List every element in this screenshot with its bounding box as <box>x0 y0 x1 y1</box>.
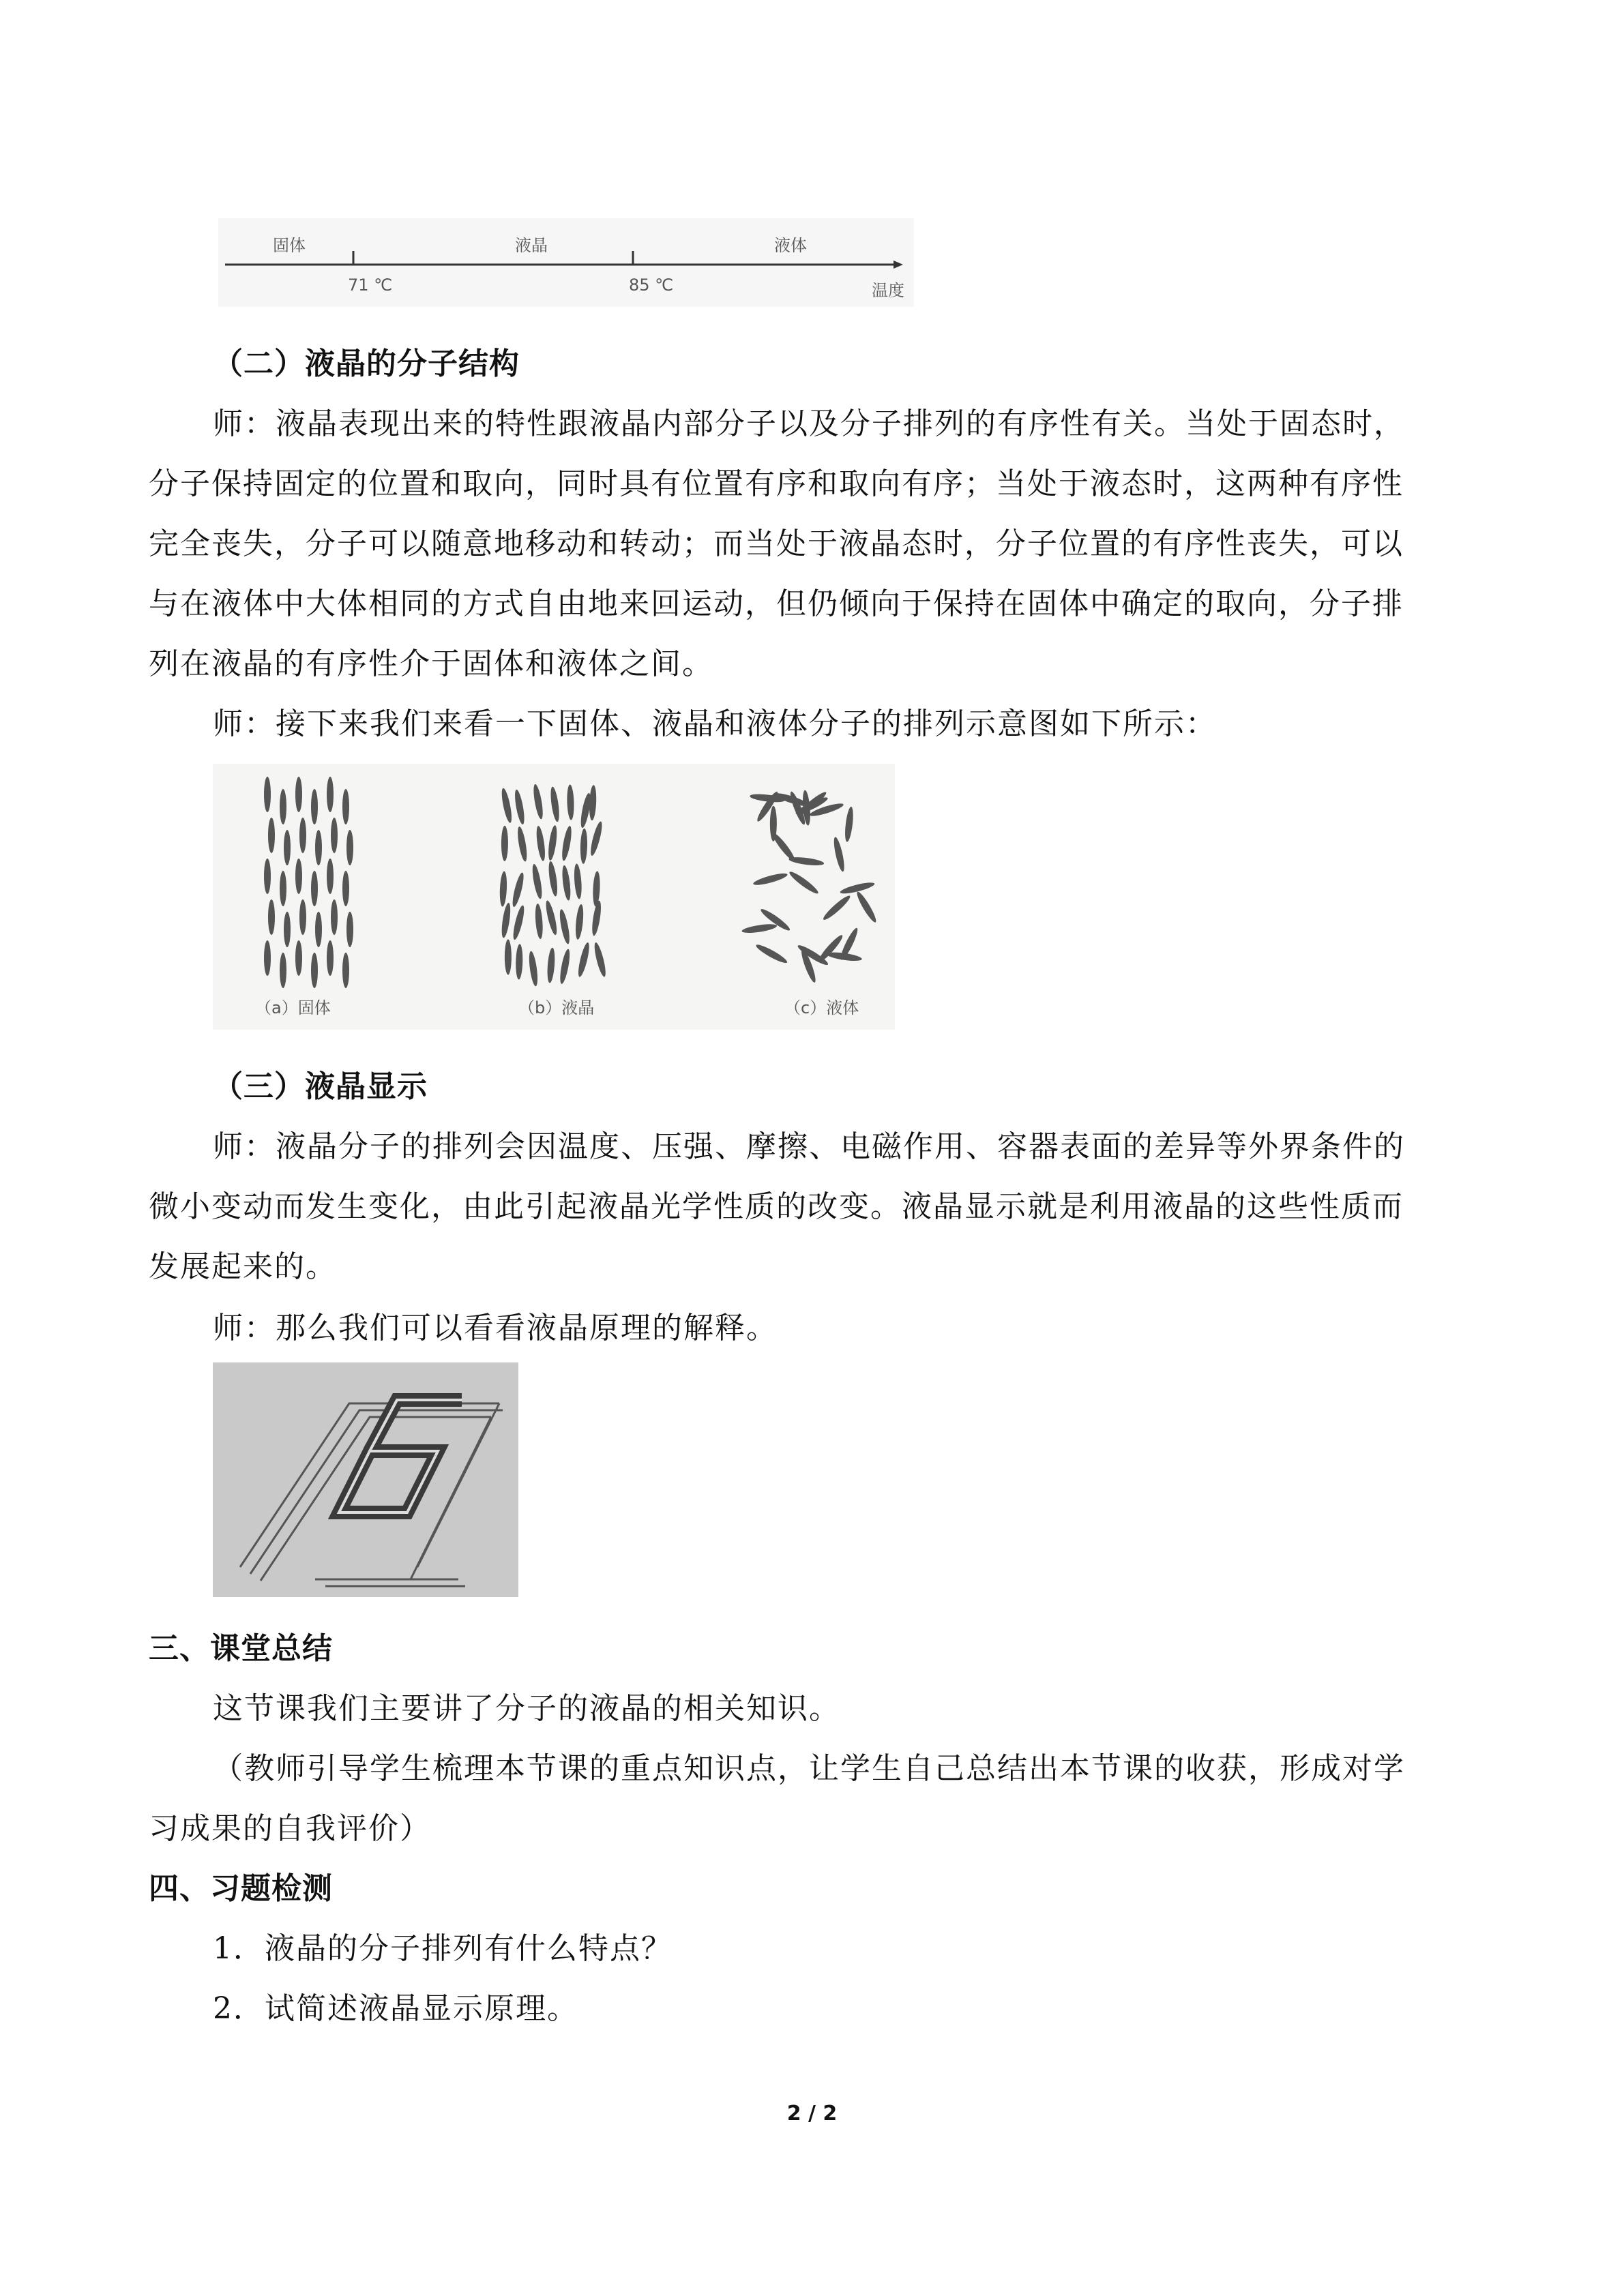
exercise-item-1: 1．液晶的分子排列有什么特点？ <box>213 1931 673 1966</box>
solid-molecule <box>346 830 353 865</box>
solid-molecule <box>280 871 286 906</box>
solid-molecule <box>280 789 286 824</box>
solid-molecule <box>327 940 334 976</box>
axis-label: 温度 <box>872 281 904 300</box>
summary-para1: 这节课我们主要讲了分子的液晶的相关知识。 <box>213 1691 840 1726</box>
section-3-para2: 师：那么我们可以看看液晶原理的解释。 <box>213 1311 778 1345</box>
solid-molecule <box>311 789 318 824</box>
section-3-para1-line3: 发展起来的。 <box>149 1249 337 1284</box>
section-2-para1-line1: 师：液晶表现出来的特性跟液晶内部分子以及分子排列的有序性有关。当处于固态时， <box>213 406 1405 441</box>
solid-molecule <box>315 912 322 947</box>
solid-molecule <box>264 859 271 894</box>
solid-molecule <box>327 777 334 812</box>
tick-label-85: 85 ℃ <box>629 275 674 295</box>
section-3-para1-line1: 师：液晶分子的排列会因温度、压强、摩擦、电磁作用、容器表面的差异等外界条件的 <box>213 1129 1405 1164</box>
solid-molecule <box>342 789 349 824</box>
section-2-para1-line2: 分子保持固定的位置和取向，同时具有位置有序和取向有序；当处于液态时，这两种有序性 <box>149 466 1404 501</box>
solid-molecule <box>331 899 338 935</box>
caption-liquid-crystal: （b）液晶 <box>518 998 595 1017</box>
molecule-arrangement-svg <box>213 764 895 1030</box>
solid-molecule <box>264 940 271 976</box>
solid-molecule <box>264 777 271 812</box>
solid-molecule <box>295 859 302 894</box>
section-3-heading: （三）液晶显示 <box>213 1069 428 1104</box>
molecule-arrangement-figure <box>213 764 895 1030</box>
caption-liquid: （c）液体 <box>784 998 859 1017</box>
section-2-para1-line4: 与在液体中大体相同的方式自由地来回运动，但仍倾向于保持在固体中确定的取向，分子排 <box>149 586 1404 621</box>
summary-para2-line2: 习成果的自我评价） <box>149 1811 431 1846</box>
solid-molecule <box>295 940 302 976</box>
solid-molecule <box>327 859 334 894</box>
lcd-display-svg <box>213 1362 518 1597</box>
page-number: 2 / 2 <box>786 2102 838 2126</box>
section-2-para1-line5: 列在液晶的有序性介于固体和液体之间。 <box>149 646 713 681</box>
section-2-para1-line3: 完全丧失，分子可以随意地移动和转动；而当处于液晶态时，分子位置的有序性丧失，可以 <box>149 526 1404 561</box>
tick-label-71: 71 ℃ <box>348 275 393 295</box>
region-liquid-crystal-label: 液晶 <box>515 236 548 255</box>
solid-molecule <box>268 818 275 853</box>
summary-heading: 三、课堂总结 <box>149 1631 333 1666</box>
solid-molecule <box>342 871 349 906</box>
solid-molecule <box>299 818 306 853</box>
solid-molecule <box>346 912 353 947</box>
solid-molecule <box>315 830 322 865</box>
phase-diagram-figure <box>218 218 914 307</box>
solid-molecule <box>284 912 291 947</box>
exercise-heading: 四、习题检测 <box>149 1871 333 1906</box>
region-solid-label: 固体 <box>273 236 306 255</box>
section-2-heading: （二）液晶的分子结构 <box>213 346 520 381</box>
lcd-display-figure <box>213 1362 518 1597</box>
liquid-crystal-molecule <box>505 940 512 975</box>
solid-molecule <box>342 953 349 988</box>
solid-molecule <box>311 871 318 906</box>
solid-molecule <box>299 899 306 935</box>
solid-molecule <box>280 953 286 988</box>
solid-molecule <box>331 818 338 853</box>
solid-molecule <box>284 830 291 865</box>
phase-diagram-svg <box>218 218 914 307</box>
region-liquid-label: 液体 <box>774 236 807 255</box>
solid-molecule <box>311 953 318 988</box>
solid-molecule <box>295 777 302 812</box>
section-3-para1-line2: 微小变动而发生变化，由此引起液晶光学性质的改变。液晶显示就是利用液晶的这些性质而 <box>149 1189 1404 1224</box>
summary-para2-line1: （教师引导学生梳理本节课的重点知识点，让学生自己总结出本节课的收获，形成对学 <box>213 1751 1405 1786</box>
solid-molecule <box>268 899 275 935</box>
exercise-item-2: 2．试简述液晶显示原理。 <box>213 1991 578 2026</box>
caption-solid: （a）固体 <box>255 998 331 1017</box>
section-2-para2: 师：接下来我们来看一下固体、液晶和液体分子的排列示意图如下所示： <box>213 706 1217 741</box>
